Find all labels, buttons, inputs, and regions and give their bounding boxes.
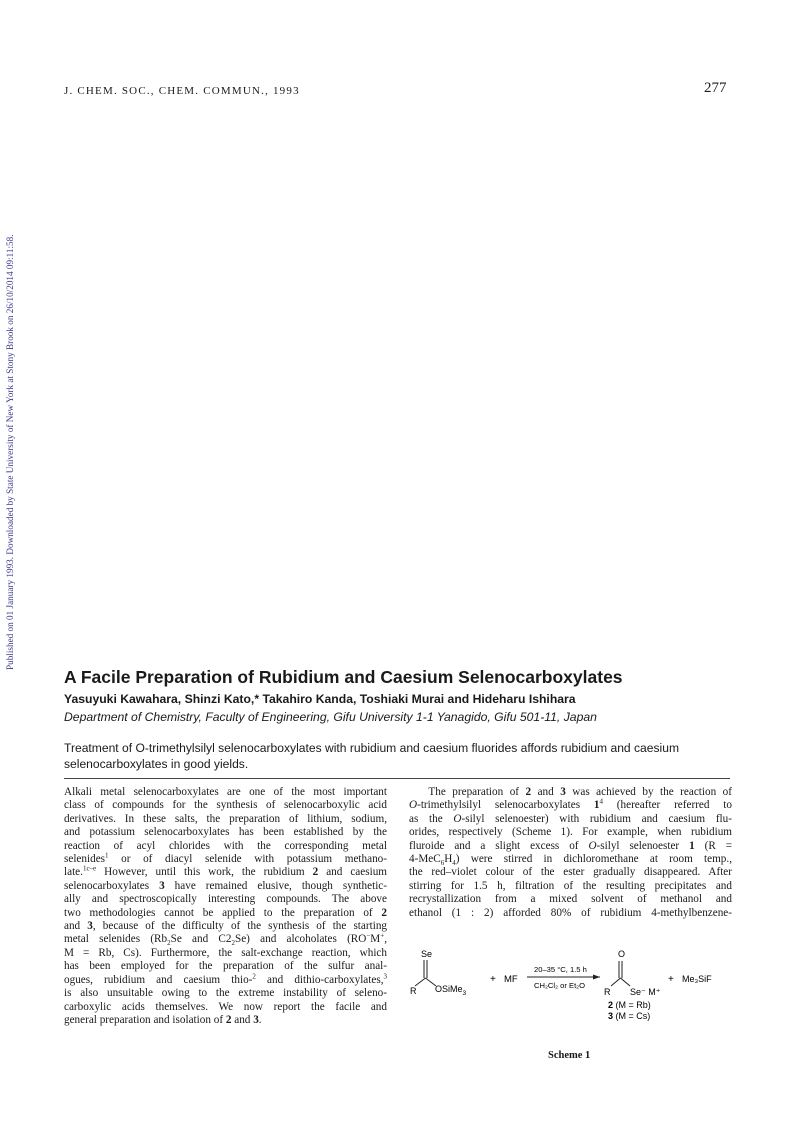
page-number: 277 bbox=[704, 80, 727, 96]
product-o-label: O bbox=[618, 949, 626, 959]
byproduct-label: Me₃SiF bbox=[682, 974, 712, 984]
reaction-scheme bbox=[410, 945, 740, 1045]
abstract bbox=[64, 741, 744, 772]
compound-3-label: 3 (M = Cs) bbox=[608, 1011, 651, 1021]
product-bond-se bbox=[621, 978, 631, 986]
product-se-label: Se⁻ M⁺ bbox=[630, 987, 661, 997]
body-column-right bbox=[409, 786, 732, 920]
condition-solvent: CH₂Cl₂ or Et₂O bbox=[534, 981, 586, 990]
compound-2-label: 2 (M = Rb) bbox=[608, 1000, 651, 1010]
scheme-caption: Scheme 1 bbox=[548, 1050, 591, 1061]
running-head: J. CHEM. SOC., CHEM. COMMUN., 1993 bbox=[64, 85, 300, 97]
reactant-r-label: R bbox=[410, 986, 417, 996]
reactant-bond-r bbox=[415, 978, 426, 986]
affiliation: Department of Chemistry, Faculty of Engineering, Gifu University 1-1 Yanagido, Gifu 501-11, Japan bbox=[64, 710, 597, 724]
reactant-se-label: Se bbox=[421, 949, 433, 959]
body-paragraph: Alkali metal selenocarboxylates are one of the most important class of compounds for the synthesis of selenocarboxylic acid derivatives. In these salts, the preparation of lithium, sodium, and potassium selenocarboxylates has been established by the reaction of acyl chlorides with the corresponding metal selenides$^1$ or of diacyl selenide with potassium methano- late.$^{1c-e}$ However, until this work, the rubidium 2 and caesium selenocarboxylates 3 have remained elusive, though synthetic- ally and spectroscopically interesting compounds. The above two methodologies cannot be applied to the preparation of 2 and 3, because of the difficulty of the synthesis of the starting metal selenides ($Rb_2Se$ and $C2_2Se$) and alcoholates (RO−M+, M = Rb, Cs). Furthermore, the salt-exchange reaction, which has been employed for the preparation of the sulfur anal- ogues, rubidium and caesium thio-$^2$ and dithio-carboxylates,$^3$ is also unsuitable owing to the extreme instability of seleno- carboxylic acids themselves. We now report the facile and general preparation and isolation of 2 and 3. bbox=[64, 786, 388, 1026]
reactant-osime-label: OSiMe$_3$ bbox=[435, 984, 467, 997]
product-bond-r bbox=[611, 978, 621, 986]
abstract-line: Treatment of O-trimethylsilyl selenocarboxylates with rubidium and caesium fluorides affords rubidium and caesium bbox=[64, 741, 680, 755]
body-paragraph: The preparation of 2 and 3 was achieved by the reaction of O-trimethylsilyl selenocarboxylates $1^4$ (hereafter referred to as the O-silyl selenoester) with rubidium and caesium flu- orides, respectively (Scheme 1). For example, when rubidium fluroide and a slight excess of O-silyl selenoester 1 (R = $4-MeC_6H_4$) were stirred in dichloromethane at room temp., the red–violet colour of the ester gradually disappeared. After stirring for 1.5 h, filtration of the resulting precipitates and recrystallization from a mixed solvent of methanol and ethanol (1 : 2) afforded 80% of rubidium 4-methylbenzene- bbox=[409, 786, 733, 919]
metal-fluoride-label: MF bbox=[504, 974, 518, 985]
plus-sign: + bbox=[490, 974, 496, 985]
abstract-line: selenocarboxylates in good yields. bbox=[64, 756, 249, 771]
condition-temperature: 20–35 °C, 1.5 h bbox=[534, 965, 587, 974]
reaction-arrowhead bbox=[593, 975, 600, 980]
author-list: Yasuyuki Kawahara, Shinzi Kato,* Takahiro Kanda, Toshiaki Murai and Hideharu Ishihara bbox=[64, 692, 576, 706]
body-column-left bbox=[64, 786, 387, 1027]
section-divider bbox=[64, 778, 730, 779]
plus-sign: + bbox=[668, 974, 674, 985]
download-watermark-text: Published on 01 January 1993. Downloaded by State University of New York at Stony Brook on 26/10/2014 09:11:58. bbox=[5, 234, 15, 670]
download-watermark bbox=[4, 190, 18, 670]
article-title: A Facile Preparation of Rubidium and Caesium Selenocarboxylates bbox=[64, 667, 623, 687]
product-r-label: R bbox=[604, 987, 611, 997]
